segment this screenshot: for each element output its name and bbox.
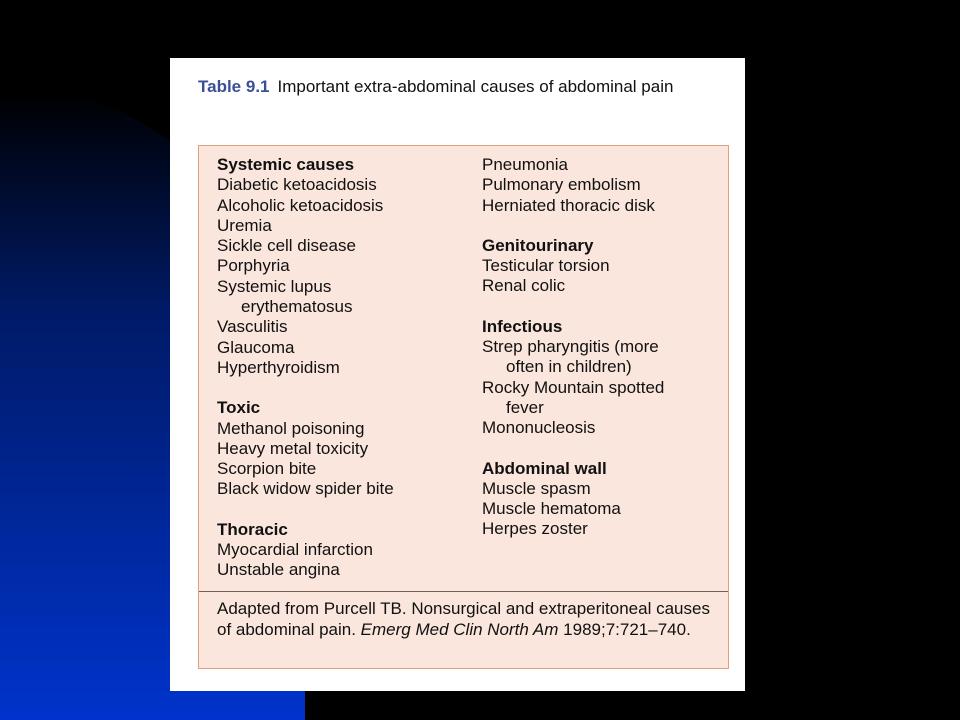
- group-heading: Abdominal wall: [482, 458, 607, 478]
- cause-item: [217, 419, 472, 439]
- group-heading: Systemic causes: [217, 155, 355, 174]
- cause-group: [482, 459, 722, 540]
- cause-item-line: Vasculitis: [217, 317, 288, 337]
- cause-item-line: Pneumonia: [482, 155, 569, 174]
- table-caption: [198, 76, 718, 97]
- left-column: [217, 155, 472, 581]
- cause-item-line: Uremia: [217, 215, 272, 235]
- cause-item: [482, 196, 722, 216]
- cause-item-line: fever: [506, 397, 544, 417]
- cause-item-line: Sickle cell disease: [217, 236, 356, 256]
- cause-item-line: Black widow spider bite: [217, 479, 394, 499]
- cause-item: [217, 317, 472, 337]
- source-journal: Emerg Med Clin North Am: [360, 619, 559, 639]
- cause-item: [482, 276, 722, 296]
- cause-item: [217, 479, 472, 499]
- table-box: [198, 145, 729, 669]
- cause-item-line: Myocardial infarction: [217, 540, 373, 560]
- cause-item-line: Scorpion bite: [217, 459, 317, 479]
- source-note: [217, 599, 717, 640]
- cause-item-line: Herniated thoracic disk: [482, 195, 655, 215]
- cause-item-line: Muscle spasm: [482, 478, 591, 498]
- table-label: Table 9.1: [198, 77, 270, 96]
- cause-group: [482, 155, 722, 216]
- source-text: Adapted from Purcell TB. Nonsurgical and extraperitoneal causes of abdominal pain.: [217, 599, 710, 639]
- cause-group: [217, 520, 472, 581]
- cause-item-line: Renal colic: [482, 276, 566, 296]
- cause-item: [482, 175, 722, 195]
- cause-item: [482, 519, 722, 539]
- cause-item: [217, 216, 472, 236]
- source-citation: 1989;7:721–740.: [563, 619, 691, 639]
- cause-item-line: Heavy metal toxicity: [217, 438, 369, 458]
- cause-item: [482, 155, 722, 175]
- cause-item: [482, 337, 722, 378]
- cause-item-line: Hyperthyroidism: [217, 357, 340, 377]
- cause-item: [217, 196, 472, 216]
- cause-item: [217, 439, 472, 459]
- cause-item-line: often in children): [506, 357, 632, 377]
- table-panel: [170, 58, 745, 691]
- cause-item: [217, 358, 472, 378]
- cause-item: [217, 277, 472, 318]
- cause-item-line: Porphyria: [217, 256, 290, 276]
- cause-item: [217, 459, 472, 479]
- cause-item-line: Unstable angina: [217, 560, 340, 580]
- cause-item: [217, 175, 472, 195]
- table-divider: [199, 591, 728, 592]
- right-column: [482, 155, 722, 540]
- cause-item-line: Rocky Mountain spotted: [482, 377, 665, 397]
- cause-item-line: Diabetic ketoacidosis: [217, 175, 377, 195]
- cause-group: [482, 317, 722, 439]
- cause-item: [482, 479, 722, 499]
- cause-item: [217, 236, 472, 256]
- cause-group: [217, 398, 472, 499]
- cause-item: [217, 540, 472, 560]
- cause-item-line: Herpes zoster: [482, 519, 588, 539]
- cause-item: [482, 256, 722, 276]
- cause-item-line: Strep pharyngitis (more: [482, 337, 659, 357]
- cause-item-line: Pulmonary embolism: [482, 175, 641, 195]
- table-title: Important extra-abdominal causes of abdominal pain: [277, 77, 674, 96]
- cause-item-line: Systemic lupus: [217, 276, 332, 296]
- cause-item: [217, 338, 472, 358]
- cause-item: [482, 418, 722, 438]
- cause-item: [482, 378, 722, 419]
- cause-item: [217, 256, 472, 276]
- group-heading: Thoracic: [217, 519, 288, 539]
- cause-item-line: Testicular torsion: [482, 256, 610, 276]
- cause-item: [217, 560, 472, 580]
- cause-group: [482, 236, 722, 297]
- cause-item-line: Alcoholic ketoacidosis: [217, 195, 384, 215]
- cause-group: [217, 155, 472, 378]
- cause-item: [482, 499, 722, 519]
- group-heading: Infectious: [482, 316, 563, 336]
- cause-item-line: Muscle hematoma: [482, 499, 621, 519]
- cause-item-line: Glaucoma: [217, 337, 295, 357]
- cause-item-line: Methanol poisoning: [217, 418, 365, 438]
- group-heading: Genitourinary: [482, 235, 594, 255]
- cause-item-line: Mononucleosis: [482, 418, 596, 438]
- cause-item-line: erythematosus: [241, 297, 353, 317]
- group-heading: Toxic: [217, 398, 261, 418]
